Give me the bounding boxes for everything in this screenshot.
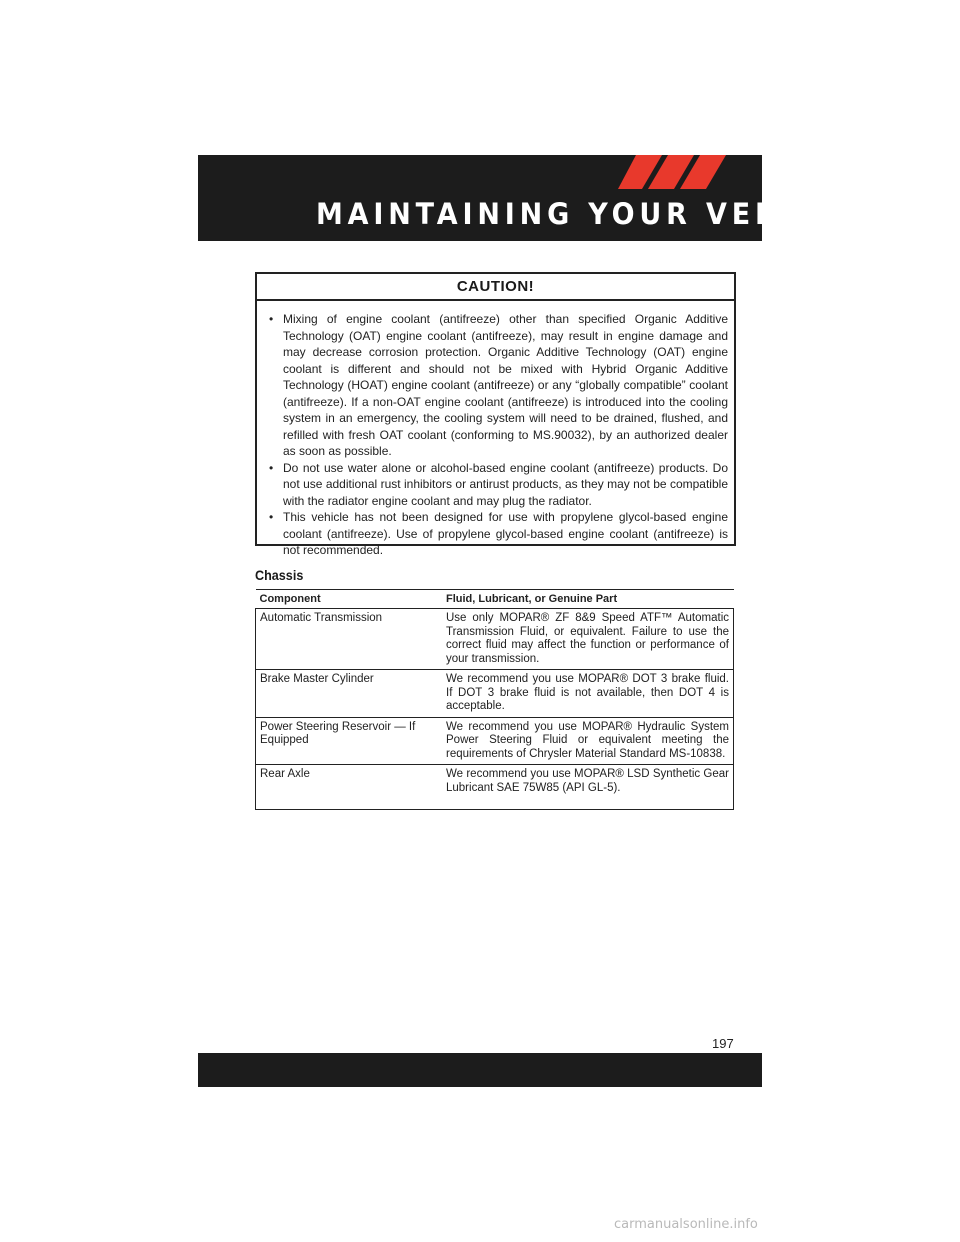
caution-box — [255, 272, 736, 557]
caution-item — [269, 509, 728, 559]
caution-item-text: Do not use water alone or alcohol-based engine coolant (antifreeze) products. Do not use additional rust inhibitors or antirust products, as they may not be compatible with the radiator engine coolant and may plug the radiator. — [283, 460, 728, 508]
red-stripes-logo — [618, 155, 728, 189]
watermark-text: carmanualsonline.info — [614, 1217, 758, 1232]
bullet-icon: • — [269, 510, 274, 524]
section-header-band — [198, 155, 868, 241]
column-header-fluid: Fluid, Lubricant, or Genuine Part — [442, 590, 734, 609]
fluid-cell: We recommend you use MOPAR® LSD Synthetic Gear Lubricant SAE 75W85 (API GL-5). — [442, 765, 734, 810]
caution-item — [269, 460, 728, 510]
chassis-fluids-table — [255, 589, 734, 810]
table-row — [256, 609, 734, 670]
chassis-heading: Chassis — [255, 567, 304, 583]
table-header-row — [256, 590, 734, 609]
fluid-cell: We recommend you use MOPAR® DOT 3 brake fluid. If DOT 3 brake fluid is not available, then DOT 4 is acceptable. — [442, 670, 734, 718]
footer-band — [198, 1053, 762, 1087]
table-row — [256, 670, 734, 718]
bullet-icon: • — [269, 460, 274, 475]
component-cell: Automatic Transmission — [256, 609, 443, 670]
component-cell: Brake Master Cylinder — [256, 670, 443, 718]
fluid-cell: We recommend you use MOPAR® Hydraulic System Power Steering Fluid or equivalent meeting the requirements of Chrysler Material Standard MS-10838. — [442, 717, 734, 765]
caution-item-text: This vehicle has not been designed for use with propylene glycol-based engine coolant (antifreeze). Use of propylene glycol-based engine coolant (antifreeze) is not recommended. — [283, 510, 728, 557]
column-header-component: Component — [256, 590, 443, 609]
caution-item-text: Mixing of engine coolant (antifreeze) other than specified Organic Additive Technology (OAT) engine coolant (antifreeze), may result in engine damage and may decrease corrosion protection. Organic Additive Technology (OAT) engine coolant is different and should not be mixed with Hybrid Organic Additive Technology (HOAT) engine coolant (antifreeze) or any “globally compatible” coolant (antifreeze). If a non-OAT engine coolant (antifreeze) is introduced into the cooling system in an emergency, the cooling system will need to be drained, flushed, and refilled with fresh OAT coolant (conforming to MS.90032), by an authorized dealer as soon as possible. — [283, 312, 728, 458]
component-cell: Power Steering Reservoir — If Equipped — [256, 717, 443, 765]
section-title: MAINTAINING YOUR VEHICLE — [316, 197, 868, 231]
page-number: 197 — [712, 1036, 734, 1051]
fluid-cell: Use only MOPAR® ZF 8&9 Speed ATF™ Automatic Transmission Fluid, or equivalent. Failure to use the correct fluid may affect the function or performance of your transmission. — [442, 609, 734, 670]
table-row — [256, 765, 734, 810]
bullet-icon: • — [269, 312, 274, 326]
component-cell: Rear Axle — [256, 765, 443, 810]
caution-list — [257, 301, 734, 559]
caution-title: CAUTION! — [257, 274, 734, 301]
caution-item — [269, 311, 728, 460]
table-row — [256, 717, 734, 765]
